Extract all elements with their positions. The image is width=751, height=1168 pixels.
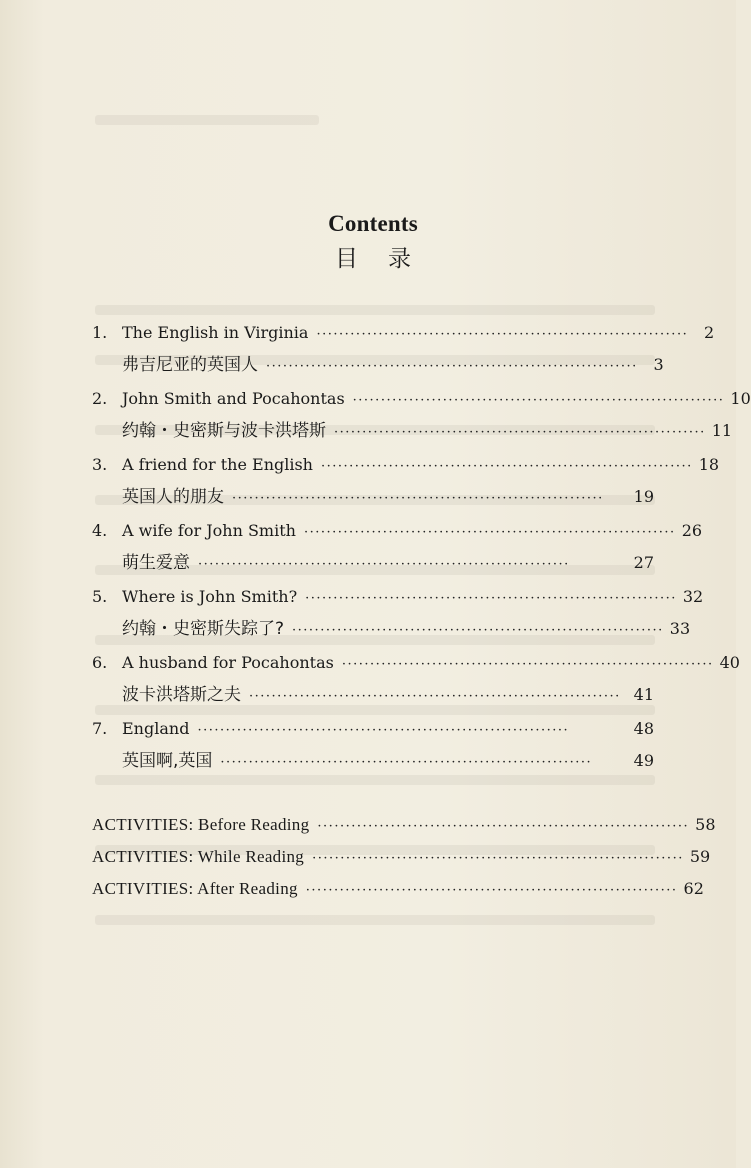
- chapter-title-text: John Smith and Pocahontas: [122, 389, 345, 408]
- chapter-title: [92, 714, 189, 744]
- chapter-title-text: A husband for Pocahontas: [122, 653, 334, 672]
- toc-entry[interactable]: [92, 714, 654, 744]
- page-number: 62: [683, 879, 704, 898]
- toc-entry-chinese[interactable]: [122, 350, 664, 380]
- chapter-title-chinese: 英国人的朋友: [122, 487, 224, 507]
- toc-entry[interactable]: [92, 516, 703, 546]
- toc-entry-chinese[interactable]: [122, 482, 654, 512]
- dot-leader: ··································································: [197, 723, 570, 738]
- toc-entry-chinese[interactable]: [122, 416, 733, 446]
- toc-entry[interactable]: [92, 450, 720, 480]
- chapter-title: [92, 516, 296, 546]
- page-number: 10: [730, 389, 751, 408]
- page-number: 18: [698, 455, 720, 474]
- chapter-title-chinese: 萌生爱意: [122, 553, 190, 573]
- chapter-title-text: A friend for the English: [122, 455, 313, 474]
- toc-entry[interactable]: [92, 384, 751, 414]
- contents-title-chinese: 目录: [335, 246, 441, 272]
- chapter-title-chinese: 弗吉尼亚的英国人: [122, 355, 258, 375]
- dot-leader: ··································································: [312, 851, 684, 866]
- chapter-number: 2.: [92, 389, 108, 408]
- dot-leader: ··································································: [292, 623, 664, 638]
- dot-leader: ··································································: [303, 525, 676, 540]
- page-number: 11: [711, 421, 733, 440]
- dot-leader: ··································································: [220, 755, 593, 770]
- chapter-title-chinese: 约翰・史密斯失踪了?: [122, 619, 285, 639]
- page-number: 19: [633, 487, 654, 506]
- chapter-number: 7.: [92, 719, 108, 738]
- toc-entry-activities[interactable]: [92, 842, 711, 872]
- chapter-title: [92, 318, 308, 348]
- page-number: 59: [689, 847, 711, 866]
- chapter-title-text: A wife for John Smith: [122, 521, 296, 540]
- chapter-title: [92, 582, 297, 612]
- chapter-number: 6.: [92, 653, 108, 672]
- toc-entry-chinese[interactable]: [122, 746, 654, 776]
- page-number: 33: [669, 619, 691, 638]
- dot-leader: ··································································: [266, 359, 638, 374]
- chapter-title: [92, 450, 313, 480]
- page-number: 41: [633, 685, 654, 704]
- activities-title: ACTIVITIES: While Reading: [92, 847, 305, 866]
- contents-heading: [0, 210, 746, 274]
- page-number: 27: [633, 553, 654, 572]
- page-number: 40: [719, 653, 740, 672]
- dot-leader: ··································································: [305, 591, 677, 606]
- activities-title: ACTIVITIES: Before Reading: [92, 815, 310, 834]
- page-number: 2: [704, 323, 715, 342]
- toc-entry-chinese[interactable]: [122, 614, 691, 644]
- page-number: 49: [633, 751, 654, 770]
- dot-leader: ··································································: [249, 689, 621, 704]
- dot-leader: ··································································: [316, 327, 689, 342]
- chapter-title-text: Where is John Smith?: [122, 587, 298, 606]
- toc-entry-activities[interactable]: [92, 874, 704, 904]
- chapter-title-chinese: 波卡洪塔斯之夫: [122, 685, 241, 705]
- dot-leader: ··································································: [317, 819, 690, 834]
- toc-entry[interactable]: [92, 582, 704, 612]
- page-number: 32: [682, 587, 704, 606]
- chapter-number: 1.: [92, 323, 108, 342]
- page-number: 26: [681, 521, 703, 540]
- dot-leader: ··································································: [320, 459, 693, 474]
- toc-entry[interactable]: [92, 648, 740, 678]
- chapter-title: [92, 384, 345, 414]
- chapter-title-text: The English in Virginia: [122, 323, 309, 342]
- toc-entry[interactable]: [92, 318, 715, 348]
- chapter-title: [92, 648, 334, 678]
- page-number: 48: [633, 719, 654, 738]
- dot-leader: ··································································: [305, 883, 678, 898]
- chapter-title-chinese: 英国啊,英国: [122, 751, 213, 771]
- chapter-number: 3.: [92, 455, 108, 474]
- dot-leader: ··································································: [198, 557, 570, 572]
- chapter-title-chinese: 约翰・史密斯与波卡洪塔斯: [122, 421, 326, 441]
- dot-leader: ··································································: [334, 425, 706, 440]
- page-number: 3: [653, 355, 664, 374]
- dot-leader: ··································································: [341, 657, 714, 672]
- chapter-number: 5.: [92, 587, 108, 606]
- chapter-title-text: England: [122, 719, 190, 738]
- toc-entry-chinese[interactable]: [122, 680, 654, 710]
- toc-entry-activities[interactable]: [92, 810, 716, 840]
- page-number: 58: [695, 815, 716, 834]
- dot-leader: ··································································: [232, 491, 604, 506]
- chapter-number: 4.: [92, 521, 108, 540]
- toc-entry-chinese[interactable]: [122, 548, 654, 578]
- dot-leader: ··································································: [352, 393, 725, 408]
- contents-title: Contents: [328, 211, 418, 236]
- activities-title: ACTIVITIES: After Reading: [92, 879, 298, 898]
